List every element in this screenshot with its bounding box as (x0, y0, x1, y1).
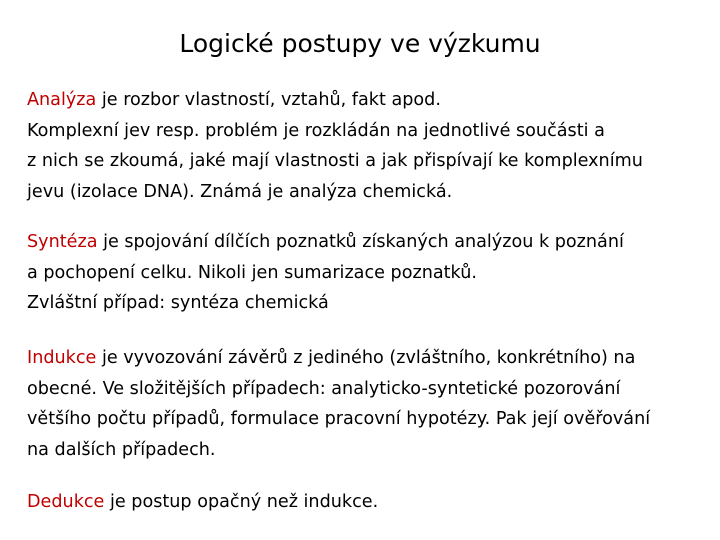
page-title: Logické postupy ve výzkumu (179, 29, 541, 58)
paragraph-line: z nich se zkoumá, jaké mají vlastnosti a jak přispívají ke komplexnímu (27, 151, 643, 171)
term-definition-start: je spojování dílčích poznatků získaných analýzou k poznání (97, 232, 624, 252)
paragraph-synteza (27, 227, 624, 319)
paragraph-dedukce (27, 487, 378, 518)
term-analyza: Analýza (27, 90, 97, 110)
paragraph-first-line (27, 85, 643, 116)
paragraph-line: většího počtu případů, formulace pracovní hypotézy. Pak její ověřování (27, 409, 651, 429)
paragraph-line: obecné. Ve složitějších případech: analyticko-syntetické pozorování (27, 378, 621, 399)
paragraph-line: na dalších případech. (27, 439, 216, 460)
paragraph-first-line (27, 227, 624, 258)
paragraph-first-line (27, 487, 378, 518)
term-definition-start: je rozbor vlastností, vztahů, fakt apod. (96, 90, 441, 110)
paragraph-analyza (27, 85, 643, 207)
term-indukce: Indukce (27, 348, 97, 368)
term-definition-start: je vyvozování závěrů z jediného (zvláštního, konkrétního) na (96, 348, 636, 368)
term-definition-start: je postup opačný než indukce. (104, 492, 379, 512)
paragraph-line: jevu (izolace DNA). Známá je analýza chemická. (27, 181, 453, 202)
paragraph-first-line (27, 343, 650, 374)
paragraph-line: a pochopení celku. Nikoli jen sumarizace poznatků. (27, 262, 477, 283)
term-dedukce: Dedukce (27, 492, 105, 512)
paragraph-indukce (27, 343, 650, 465)
paragraph-line: Komplexní jev resp. problém je rozkládán na jednotlivé součásti a (27, 120, 605, 141)
term-synteza: Syntéza (27, 232, 98, 252)
paragraph-line: Zvláštní případ: syntéza chemická (27, 293, 329, 313)
